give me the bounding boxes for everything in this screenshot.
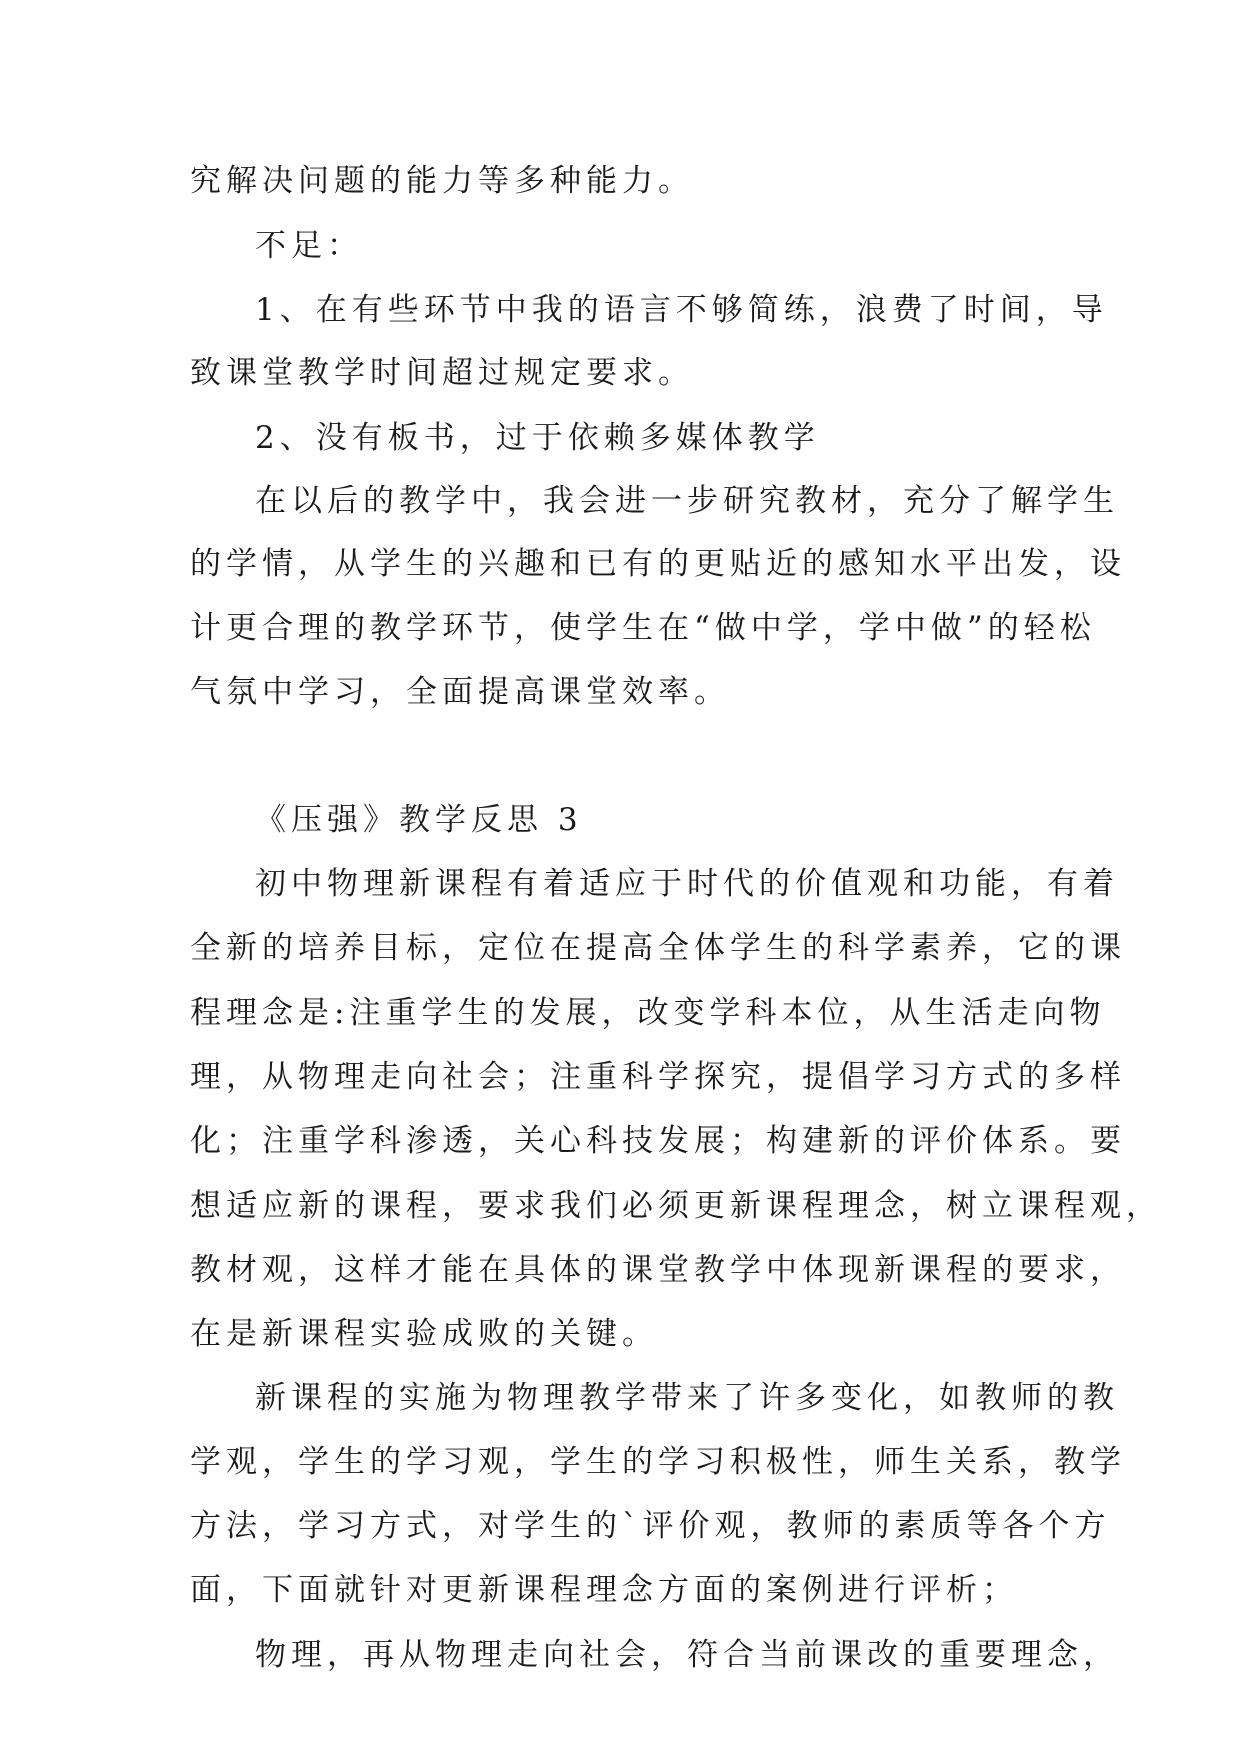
text-line: 新课程的实施为物理教学带来了许多变化，如教师的教 [255,1380,1119,1416]
text-line: 在是新课程实验成败的关键。 [190,1316,658,1352]
text-line: 初中物理新课程有着适应于时代的价值观和功能，有着 [255,866,1119,902]
text-line: 究解决问题的能力等多种能力。 [190,163,694,199]
text-line: 想适应新的课程，要求我们必须更新课程理念，树立课程观， [190,1188,1162,1224]
text-line: 程理念是:注重学生的发展，改变学科本位，从生活走向物 [190,995,1106,1031]
list-item: 1、在有些环节中我的语言不够简练，浪费了时间，导 [255,292,1108,328]
text-line: 致课堂教学时间超过规定要求。 [190,355,694,391]
text-line: 计更合理的教学环节，使学生在“做中学，学中做”的轻松 [190,610,1096,646]
section-heading: 《压强》教学反思 3 [255,802,583,838]
list-item: 2、没有板书，过于依赖多媒体教学 [255,420,820,456]
text-line: 的学情，从学生的兴趣和已有的更贴近的感知水平出发，设 [190,546,1126,582]
text-line: 面，下面就针对更新课程理念方面的案例进行评析； [190,1572,1018,1608]
text-line: 教材观，这样才能在具体的课堂教学中体现新课程的要求， [190,1252,1126,1288]
section-label-shortcomings: 不足： [255,228,363,264]
text-line: 气氛中学习，全面提高课堂效率。 [190,674,730,710]
text-line: 理，从物理走向社会；注重科学探究，提倡学习方式的多样 [190,1059,1126,1095]
text-line: 在以后的教学中，我会进一步研究教材，充分了解学生 [255,483,1119,519]
text-line: 方法，学习方式，对学生的`评价观，教师的素质等各个方 [190,1508,1111,1544]
text-line: 学观，学生的学习观，学生的学习积极性，师生关系，教学 [190,1444,1126,1480]
text-line: 全新的培养目标，定位在提高全体学生的科学素养，它的课 [190,930,1126,966]
text-line: 化；注重学科渗透，关心科技发展；构建新的评价体系。要 [190,1123,1126,1159]
text-line: 物理，再从物理走向社会，符合当前课改的重要理念， [255,1637,1119,1673]
